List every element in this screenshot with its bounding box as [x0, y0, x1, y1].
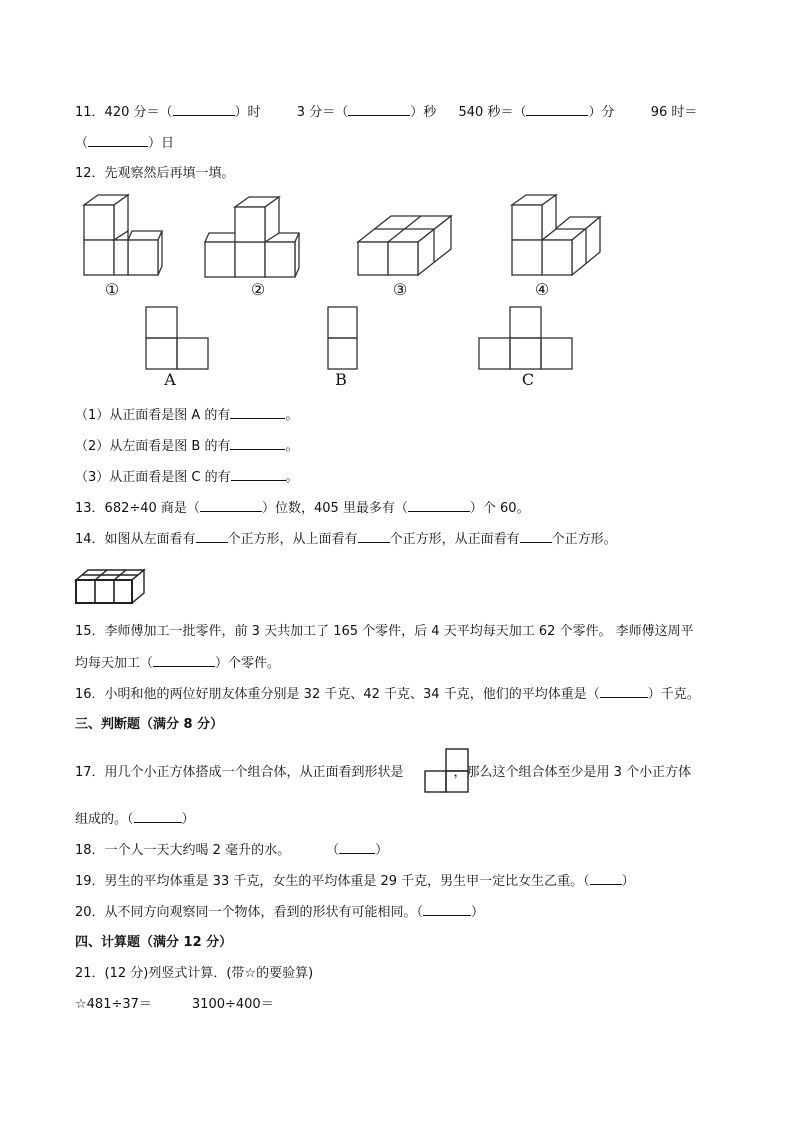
cube-figure-3: [355, 210, 460, 280]
answer-blank[interactable]: [358, 529, 390, 543]
figure-label-3: ③: [392, 280, 408, 299]
q11-line1: 11．420 分＝（ ）时 3 分＝（ ）秒 540 秒＝（ ）分 96 时＝: [75, 102, 697, 123]
answer-blank[interactable]: [520, 529, 552, 543]
q11-line2: （ ）日: [75, 133, 174, 154]
q12-sub1: （1）从正面看是图 A 的有 。: [75, 405, 298, 426]
figure-label-2: ②: [250, 280, 266, 299]
q14-cube-figure: [74, 568, 146, 606]
answer-blank[interactable]: [339, 840, 375, 854]
q16-line: 16．小明和他的两位好朋友体重分别是 32 千克、42 千克、34 千克，他们的平均体重是（ ）千克。: [75, 684, 700, 705]
q21-expressions: [75, 995, 274, 1015]
cube-figure-4: [508, 195, 608, 280]
answer-blank[interactable]: [423, 902, 471, 916]
expression-2: 3100÷400＝: [191, 997, 274, 1012]
answer-blank[interactable]: [590, 871, 622, 885]
answer-blank[interactable]: [348, 102, 410, 116]
expression-1: ☆481÷37＝: [75, 997, 152, 1012]
answer-blank[interactable]: [196, 529, 228, 543]
q15-line1: 15．李师傅加工一批零件，前 3 天共加工了 165 个零件，后 4 天平均每天加工 62 个零件。 李师傅这周平: [75, 624, 694, 639]
q21-stem: 21．(12 分)列竖式计算．(带☆的要验算): [75, 966, 314, 981]
view-a: [145, 306, 210, 370]
answer-blank[interactable]: [230, 436, 285, 450]
answer-blank[interactable]: [600, 684, 648, 698]
q17-line1: 17．用几个小正方体搭成一个组合体，从正面看到形状是 ，那么这个组合体至少是用 3 个小正方体: [75, 765, 692, 780]
view-b: [327, 306, 359, 370]
q18-line: 18．一个人一天大约喝 2 毫升的水。 （ ）: [75, 840, 388, 861]
q12-sub2: （2）从左面看是图 B 的有 。: [75, 436, 298, 457]
answer-blank[interactable]: [526, 102, 588, 116]
q17-line2: 组成的。（ ）: [75, 809, 195, 830]
view-label-c: C: [521, 370, 535, 389]
view-c: [478, 306, 574, 370]
answer-blank[interactable]: [173, 102, 235, 116]
section-heading-judgement: 三、判断题（满分 8 分）: [75, 717, 224, 732]
q17-front-view-figure: [424, 748, 470, 794]
section-heading-calculation: 四、计算题（满分 12 分）: [75, 935, 233, 950]
q15-line2: 均每天加工（ ）个零件。: [75, 653, 280, 674]
q20-line: 20．从不同方向观察同一个物体，看到的形状有可能相同。（ ）: [75, 902, 484, 923]
cube-figure-2: [203, 197, 303, 282]
figure-label-4: ④: [534, 280, 550, 299]
q14-line: 14．如图从左面看有 个正方形，从上面看有 个正方形，从正面看有 个正方形。: [75, 529, 617, 550]
q12-stem: 12．先观察然后再填一填。: [75, 166, 235, 181]
view-label-b: B: [335, 370, 347, 389]
answer-blank[interactable]: [230, 405, 285, 419]
figure-label-1: ①: [104, 280, 120, 299]
answer-blank[interactable]: [134, 809, 182, 823]
view-label-a: A: [164, 370, 176, 389]
answer-blank[interactable]: [88, 133, 148, 147]
cube-figure-1: [80, 195, 170, 280]
answer-blank[interactable]: [153, 653, 215, 667]
q13-line: 13．682÷40 商是（ ）位数，405 里最多有（ ）个 60。: [75, 498, 530, 519]
answer-blank[interactable]: [200, 498, 262, 512]
answer-blank[interactable]: [408, 498, 470, 512]
q12-sub3: （3）从正面看是图 C 的有 。: [75, 467, 299, 488]
q19-line: 19．男生的平均体重是 33 千克，女生的平均体重是 29 千克，男生甲一定比女生乙重。（ ）: [75, 871, 635, 892]
answer-blank[interactable]: [231, 467, 286, 481]
